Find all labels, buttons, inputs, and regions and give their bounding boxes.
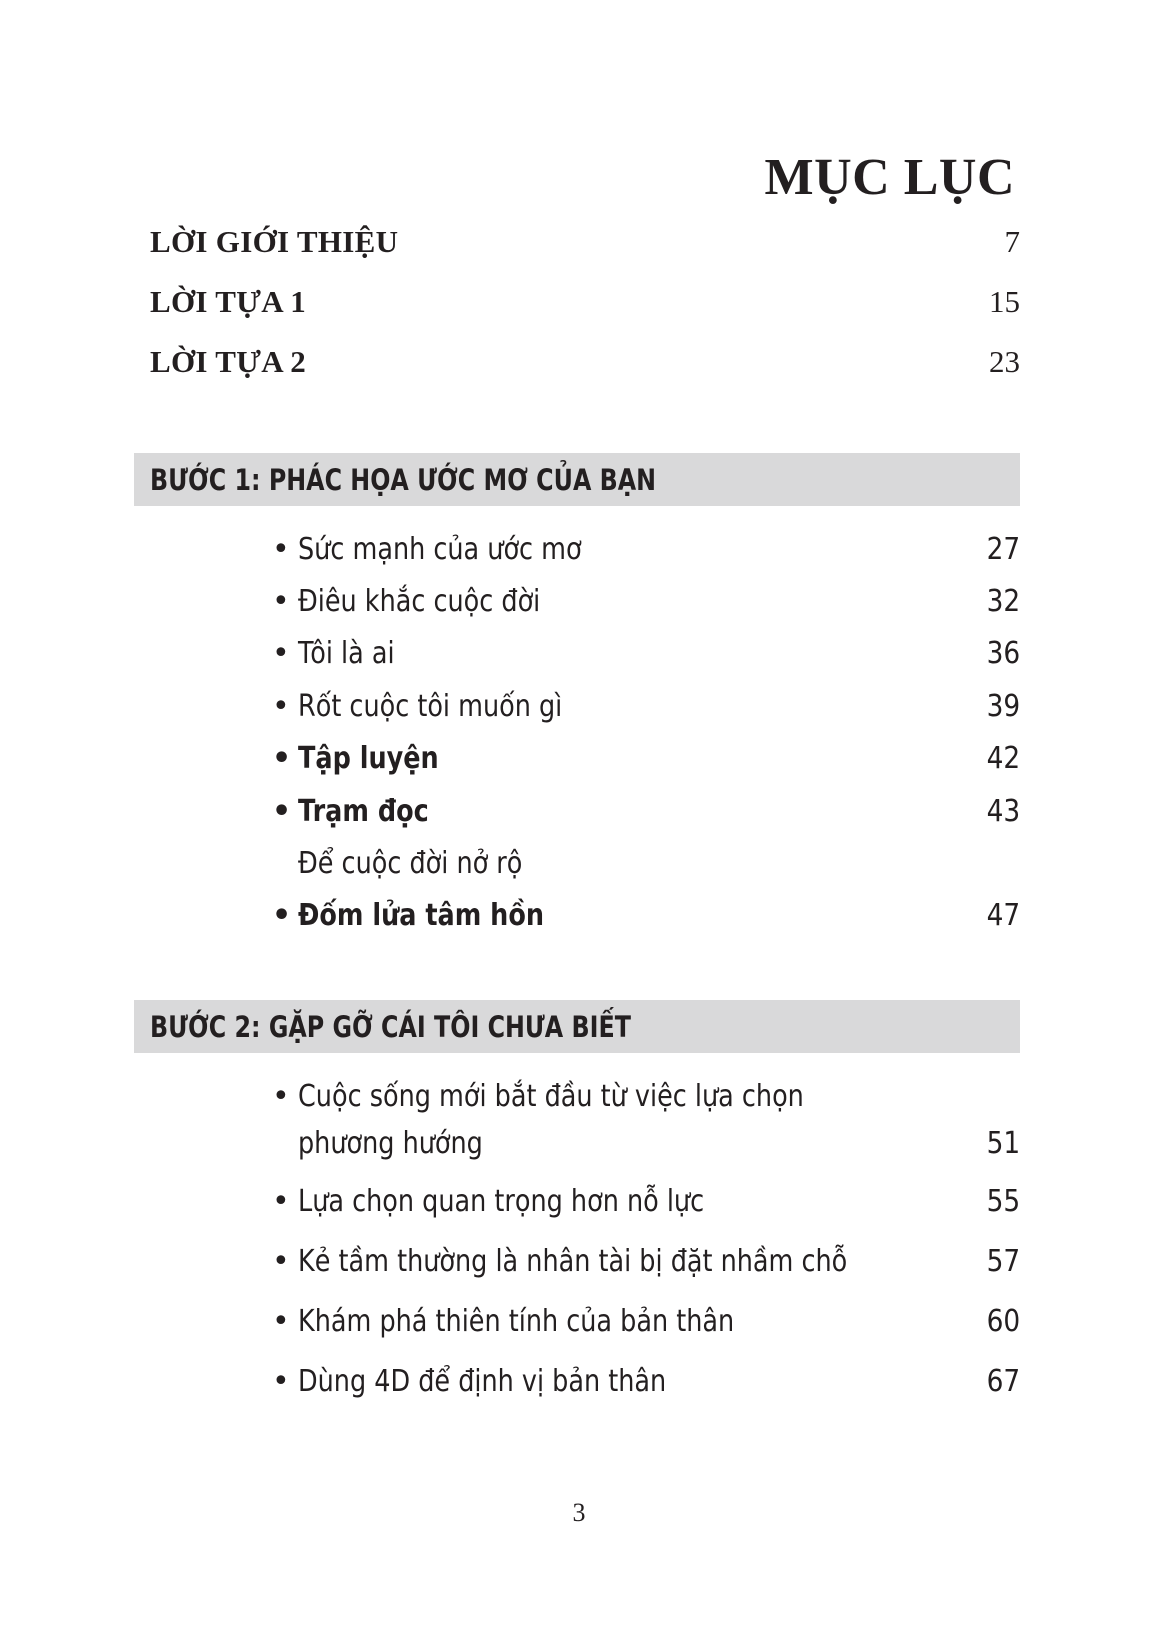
bullet: • [272,689,290,724]
toc-entry-label: Tập luyện [298,741,439,776]
toc-entry-page: 57 [986,1244,1020,1279]
toc-entry-label: Rốt cuộc tôi muốn gì [298,689,563,724]
toc-front-label: LỜI TỰA 2 [150,344,307,379]
toc-front-row [150,220,1020,264]
section-title: BƯỚC 1: PHÁC HỌA ƯỚC MƠ CỦA BẠN [150,463,657,497]
toc-entry-page: 43 [986,794,1020,829]
toc-entry-page: 47 [986,898,1020,933]
toc-front-page: 7 [1004,224,1020,259]
toc-entry-label: Sức mạnh của ước mơ [298,532,582,567]
toc-entry-page: 42 [986,741,1020,776]
toc-entry-label: Kẻ tầm thường là nhân tài bị đặt nhầm chỗ [298,1244,848,1279]
toc-entry-page: 67 [986,1364,1020,1399]
page-number: 3 [572,1498,586,1527]
toc-entry-label: Cuộc sống mới bắt đầu từ việc lựa chọn [298,1079,804,1114]
toc-entry-label: Để cuộc đời nở rộ [298,846,523,881]
bullet: • [272,1244,290,1279]
toc-entry-label: Điêu khắc cuộc đời [298,584,541,619]
toc-entry-label-continued: phương hướng [298,1126,483,1161]
section-header [134,1000,1020,1053]
toc-entry-page: 27 [986,532,1020,567]
bullet: • [272,1364,290,1399]
bullet: • [272,1079,290,1114]
toc-front-row [150,340,1020,384]
section-title: BƯỚC 2: GẶP GỠ CÁI TÔI CHƯA BIẾT [150,1010,631,1044]
toc-entry-label: Lựa chọn quan trọng hơn nỗ lực [298,1184,705,1219]
bullet: • [272,1184,290,1219]
toc-front-label: LỜI GIỚI THIỆU [150,224,399,259]
toc-front-label: LỜI TỰA 1 [150,284,307,319]
section-header [134,453,1020,506]
page-title: MỤC LỤC [764,149,1015,206]
bullet: • [272,584,290,619]
toc-entry-label: Đốm lửa tâm hồn [298,898,544,933]
toc-entry-label: Trạm đọc [298,794,429,829]
toc-entry-label: Tôi là ai [298,636,395,671]
toc-entry-page: 39 [986,689,1020,724]
bullet: • [272,636,290,671]
bullet: • [272,741,292,776]
toc-front-page: 23 [989,344,1020,379]
bullet: • [272,794,292,829]
toc-entry-page: 32 [986,584,1020,619]
toc-entry-label: Dùng 4D để định vị bản thân [298,1364,667,1399]
toc-entry-page: 55 [986,1184,1020,1219]
toc-entry-label: Khám phá thiên tính của bản thân [298,1304,735,1339]
bullet: • [272,1304,290,1339]
bullet: • [272,898,292,933]
toc-entry-page: 60 [986,1304,1020,1339]
toc-entry-page: 36 [986,636,1020,671]
toc-front-row [150,280,1020,324]
bullet: • [272,532,290,567]
toc-front-page: 15 [989,284,1020,319]
toc-entry-page: 51 [986,1126,1020,1161]
